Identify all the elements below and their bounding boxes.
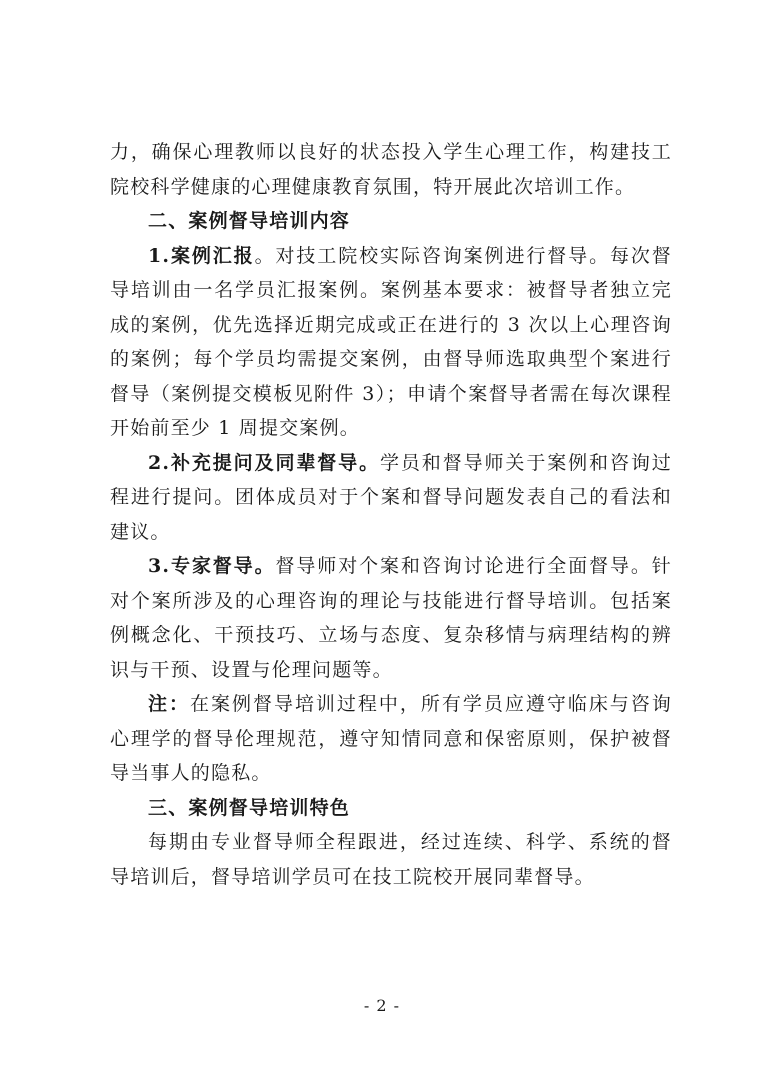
expert-supervision-text: 督导师对个案和咨询讨论进行全面督导。针对个案所涉及的心理咨询的理论与技能进行督导培训。包括案例概念化、干预技巧、立场与态度、复杂移情与病理结构的辨识与干预、设置与伦理问题等。 xyxy=(110,555,672,681)
paragraph-features: 每期由专业督导师全程跟进，经过连续、科学、系统的督导培训后，督导培训学员可在技工院校开展同辈督导。 xyxy=(110,831,672,888)
expert-supervision-label: 3.专家督导。 xyxy=(148,555,276,577)
paragraph-note xyxy=(110,687,672,791)
page-number: - 2 - xyxy=(363,996,401,1015)
peer-supervision-text: 学员和督导师关于案例和咨询过程进行提问。团体成员对于个案和督导问题发表自己的看法和建议。 xyxy=(110,451,672,543)
paragraph-expert-supervision xyxy=(110,549,672,687)
paragraph-case-report xyxy=(110,239,672,446)
section-heading-2: 二、案例督导培训内容 xyxy=(148,210,351,232)
note-text: 在案例督导培训过程中，所有学员应遵守临床与咨询心理学的督导伦理规范，遵守知情同意和保密原则，保护被督导当事人的隐私。 xyxy=(110,693,672,784)
section-heading-3: 三、案例督导培训特色 xyxy=(148,796,351,819)
peer-supervision-label: 2.补充提问及同辈督导。 xyxy=(148,451,380,474)
paragraph-peer-supervision xyxy=(110,446,672,550)
case-report-text: 。对技工院校实际咨询案例进行督导。每次督导培训由一名学员汇报案例。案例基本要求：被督导者独立完成的案例，优先选择近期完成或正在进行的 3 次以上心理咨询的案例；每个学员均需提交案例，由督导师选取典型个案进行督导（案例提交模板见附件 3）；申请个案督导者需在每次课程开始前至少 1 周提交案例。 xyxy=(110,244,672,439)
case-report-label: 1.案例汇报 xyxy=(148,244,255,267)
paragraph-continuation: 力，确保心理教师以良好的状态投入学生心理工作，构建技工院校科学健康的心理健康教育氛围，特开展此次培训工作。 xyxy=(110,141,672,198)
note-label: 注： xyxy=(148,693,190,715)
